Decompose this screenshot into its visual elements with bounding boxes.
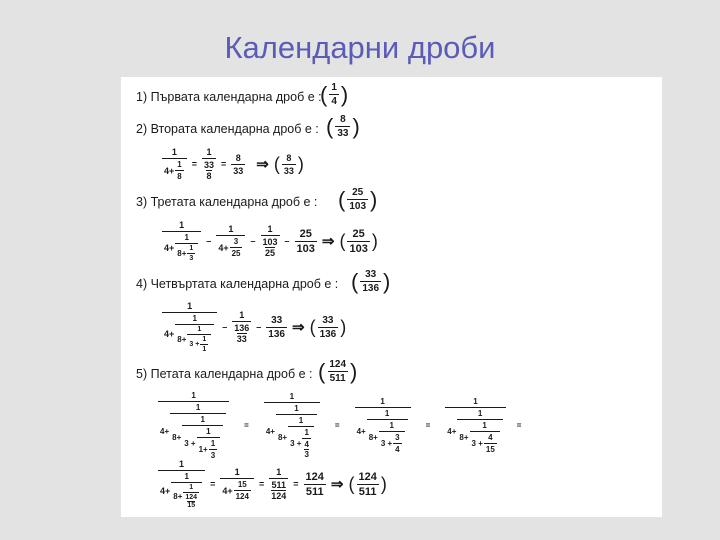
item-4-label: 4) Четвъртата календарна дроб е : bbox=[136, 277, 339, 291]
content-panel bbox=[121, 77, 662, 517]
item-5-result: ( 124 511 ) bbox=[318, 358, 358, 384]
slide-title: Календарни дроби bbox=[224, 30, 496, 65]
item-4-result: ( 33 136 ) bbox=[351, 268, 391, 294]
item-1-label: 1) Първата календарна дроб е : bbox=[136, 90, 322, 104]
item-5-equation-row1: 1 4+ 1 8+ 1 3 + 1 1+ $\frac{1}{3}$ = 1 4+ 1 8+ 1 3 + 1 4 3 = 1 4+ 1 8+ 1 3 + $\frac{3}{4}$ = 1 4+ 1 8+ 1 3 + $\frac{4}{15}$ = bbox=[160, 391, 522, 460]
item-2-equation: 1 4+ $\frac{1}{8}$ = 1 33 8 = $\frac{8}{33}$ ⇒ ( 8 33 ) bbox=[164, 147, 304, 181]
item-5-equation-row2: 1 4+ 1 8+ 1 124 15 = 1 4+ $\frac{15}{124}$ = 1 511 124 = $\frac{124}{511}$ ⇒ ( 124 511 ) bbox=[160, 459, 387, 509]
item-3-equation: 1 4+ 1 8+ $\frac{1}{3}$ – 1 4+ $\frac{3}{25}$ – 1 103 25 – 25 103 ⇒ ( 25 103 ) bbox=[164, 220, 378, 262]
item-3-label: 3) Третата календарна дроб е : bbox=[136, 195, 318, 209]
item-5-label: 5) Петата календарна дроб е : bbox=[136, 367, 313, 381]
item-2-result: ( 8 33 ) bbox=[326, 113, 360, 139]
item-2-label: 2) Втората календарна дроб е : bbox=[136, 122, 319, 136]
item-1-result: ( 1 4 ) bbox=[320, 81, 349, 107]
item-4-equation: 1 4+ 1 8+ 1 3 + $\frac{1}{1}$ – 1 136 33 – 33 136 ⇒ ( 33 136 ) bbox=[164, 301, 347, 353]
item-3-result: ( 25 103 ) bbox=[338, 186, 378, 212]
